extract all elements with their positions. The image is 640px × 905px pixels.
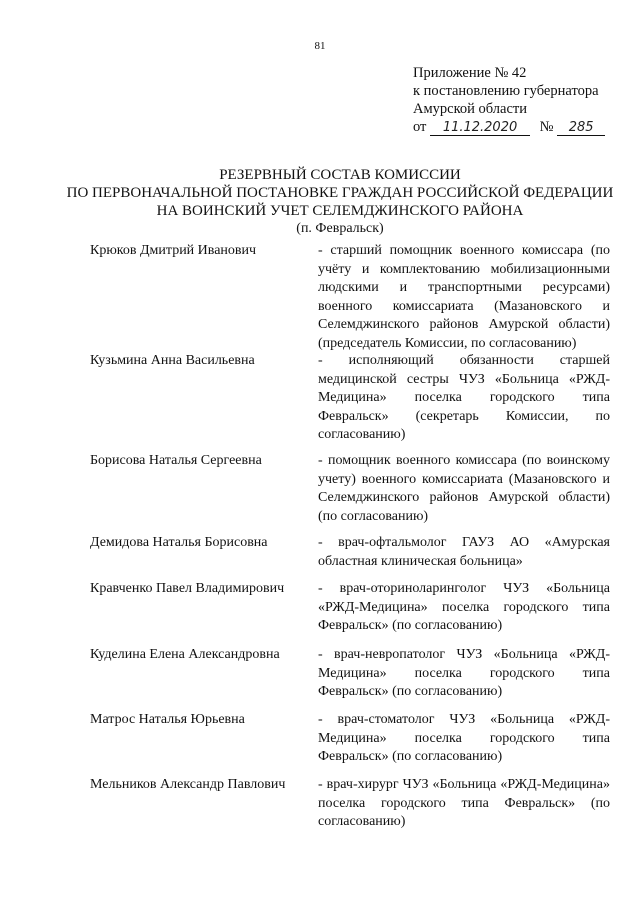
appendix-number: Приложение № 42 [413, 65, 527, 81]
handwritten-number: 285 [557, 121, 605, 136]
member-name: Куделина Елена Александровна [90, 647, 280, 662]
member-name: Борисова Наталья Сергеевна [90, 453, 262, 468]
document-title [60, 166, 620, 238]
member-name: Крюков Дмитрий Иванович [90, 243, 257, 258]
member-role: - исполняющий обязанности старшей медицинской сестры ЧУЗ «Больница «РЖД-Медицина» поселка городского типа Февральск» (секретарь Комиссии, по согласованию) [318, 353, 610, 442]
order-date-line [413, 118, 628, 136]
date-prefix: от [413, 119, 427, 135]
member-row [90, 534, 610, 571]
appendix-region: Амурской области [413, 101, 527, 117]
member-role: - врач-стоматолог ЧУЗ «Больница «РЖД-Медицина» поселка городского типа Февральск» (по согласованию) [318, 712, 610, 764]
member-role: - врач-оториноларинголог ЧУЗ «Больница «РЖД-Медицина» поселка городского типа Февральск» (по согласованию) [318, 581, 610, 633]
member-name: Мельников Александр Павлович [90, 777, 286, 792]
member-row [90, 776, 610, 832]
appendix-header [413, 64, 628, 136]
member-row [90, 646, 610, 702]
title-subtitle: (п. Февральск) [296, 221, 384, 236]
member-name: Кузьмина Анна Васильевна [90, 353, 255, 368]
member-role: - врач-невропатолог ЧУЗ «Больница «РЖД-Медицина» поселка городского типа Февральск» (по согласованию) [318, 647, 610, 699]
member-row [90, 580, 610, 636]
member-name: Кравченко Павел Владимирович [90, 581, 285, 596]
member-role: - врач-офтальмолог ГАУЗ АО «Амурская областная клиническая больница» [318, 535, 610, 569]
member-row [90, 352, 610, 445]
member-row [90, 711, 610, 767]
member-role: - старший помощник военного комиссара (по учёту и комплектованию мобилизационными людскими и транспортными ресурсами) военного комиссариата (Мазановского и Селемджинского районов Амурской области) (председатель Комиссии, по согласованию) [318, 243, 610, 351]
member-role: - помощник военного комиссара (по воинскому учету) военного комиссариата (Мазановского и Селемджинского районов Амурской области) (по согласованию) [318, 453, 610, 524]
member-row [90, 452, 610, 526]
title-line-2: ПО ПЕРВОНАЧАЛЬНОЙ ПОСТАНОВКЕ ГРАЖДАН РОССИЙСКОЙ ФЕДЕРАЦИИ [66, 185, 614, 201]
member-row [90, 242, 610, 353]
title-line-1: РЕЗЕРВНЫЙ СОСТАВ КОМИССИИ [219, 167, 461, 183]
handwritten-date: 11.12.2020 [430, 121, 530, 136]
member-name: Демидова Наталья Борисовна [90, 535, 268, 550]
page-number: 81 [314, 40, 326, 52]
member-role: - врач-хирург ЧУЗ «Больница «РЖД-Медицина» поселка городского типа Февральск» (по согласованию) [318, 777, 610, 829]
number-sign: № [539, 119, 554, 135]
title-line-3: НА ВОИНСКИЙ УЧЕТ СЕЛЕМДЖИНСКОГО РАЙОНА [156, 203, 524, 219]
member-name: Матрос Наталья Юрьевна [90, 712, 245, 727]
appendix-reference: к постановлению губернатора [413, 83, 599, 99]
